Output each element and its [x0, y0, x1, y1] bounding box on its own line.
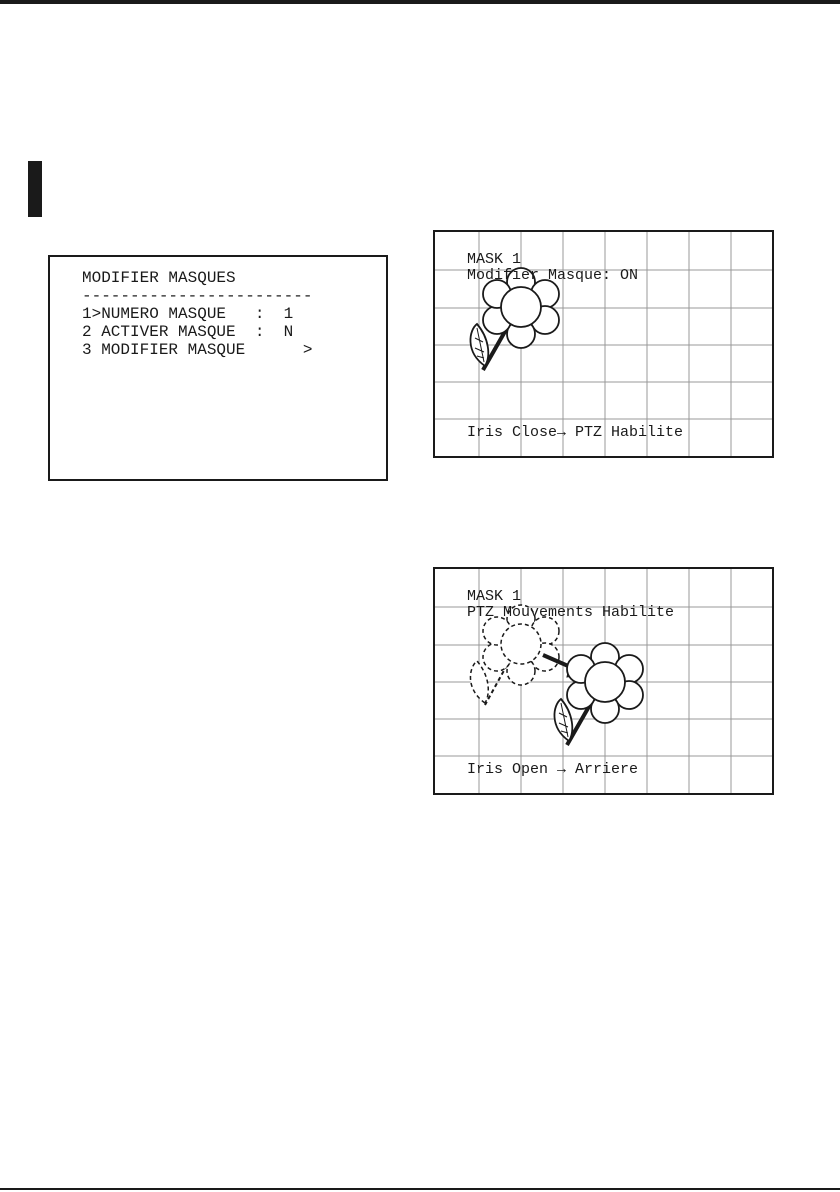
menu-title: MODIFIER MASQUES	[82, 269, 236, 287]
screen-2-status: PTZ Mouvements Habilite	[467, 604, 675, 621]
camera-screen-1	[433, 230, 774, 458]
camera-screen-2	[433, 567, 774, 795]
section-marker	[28, 161, 42, 217]
menu-item-numero-masque: 1>NUMERO MASQUE : 1	[82, 305, 294, 323]
screen-1-footer: Iris Close→ PTZ Habilite	[467, 424, 684, 441]
screen-2-mask-label: MASK 1	[467, 588, 522, 605]
screen-1-mask-label: MASK 1	[467, 251, 522, 268]
screen-1-status: Modifier Masque: ON	[467, 267, 639, 284]
menu-separator: ------------------------	[82, 287, 313, 305]
menu-text	[82, 269, 312, 359]
top-rule	[0, 0, 840, 4]
bottom-rule	[0, 1188, 840, 1190]
menu-screen	[48, 255, 388, 481]
flower-icon	[554, 643, 643, 745]
screen-2-footer: Iris Open → Arriere	[467, 761, 639, 778]
menu-item-modifier-masque: 3 MODIFIER MASQUE >	[82, 341, 313, 359]
menu-item-activer-masque: 2 ACTIVER MASQUE : N	[82, 323, 294, 341]
